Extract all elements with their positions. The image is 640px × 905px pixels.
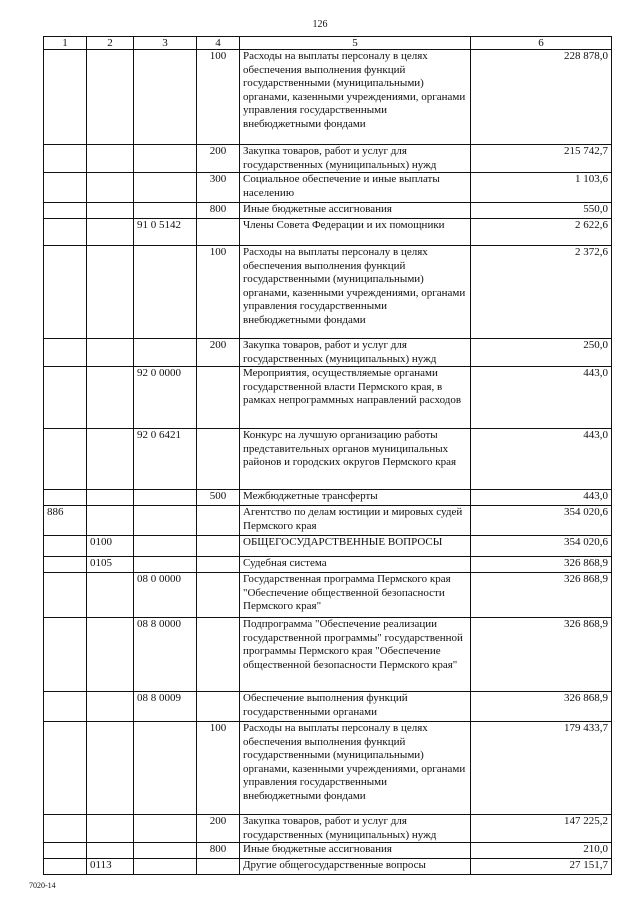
cell-admin-code: 886 [44,506,87,536]
cell-expense-type: 200 [197,339,240,367]
cell-admin-code [44,145,87,173]
cell-amount: 443,0 [471,367,612,429]
cell-target-article: 92 0 0000 [134,367,197,429]
cell-amount: 326 868,9 [471,692,612,722]
cell-target-article [134,173,197,203]
cell-description: Закупка товаров, работ и услуг для государственных (муниципальных) нужд [240,145,471,173]
cell-section-code [87,367,134,429]
cell-description: Расходы на выплаты персоналу в целях обеспечения выполнения функций государственными (муниципальными) органами, казенными учреждениями, органами управления государственными внебюджетными фондами [240,722,471,815]
cell-amount: 228 878,0 [471,50,612,145]
table-row [44,843,612,859]
cell-target-article [134,557,197,573]
cell-section-code [87,618,134,692]
cell-section-code: 0100 [87,536,134,557]
cell-admin-code [44,50,87,145]
cell-target-article: 91 0 5142 [134,219,197,246]
cell-section-code [87,722,134,815]
cell-expense-type [197,429,240,490]
cell-target-article [134,203,197,219]
cell-target-article [134,246,197,339]
cell-target-article [134,843,197,859]
cell-target-article [134,490,197,506]
table-row [44,50,612,145]
cell-target-article: 08 8 0000 [134,618,197,692]
cell-description: Судебная система [240,557,471,573]
cell-admin-code [44,173,87,203]
cell-amount: 443,0 [471,429,612,490]
cell-amount: 2 372,6 [471,246,612,339]
cell-target-article: 08 8 0009 [134,692,197,722]
cell-expense-type: 200 [197,815,240,843]
cell-admin-code [44,618,87,692]
cell-expense-type: 500 [197,490,240,506]
cell-target-article: 08 0 0000 [134,573,197,618]
cell-section-code [87,692,134,722]
cell-expense-type: 300 [197,173,240,203]
cell-description: Расходы на выплаты персоналу в целях обеспечения выполнения функций государственными (муниципальными) органами, казенными учреждениями, органами управления государственными внебюджетными фондами [240,246,471,339]
cell-amount: 215 742,7 [471,145,612,173]
table-row [44,145,612,173]
cell-amount: 354 020,6 [471,506,612,536]
cell-expense-type [197,692,240,722]
cell-section-code [87,219,134,246]
cell-section-code [87,429,134,490]
column-header: 3 [134,37,197,50]
table-row [44,173,612,203]
cell-section-code [87,506,134,536]
cell-amount: 550,0 [471,203,612,219]
cell-amount: 147 225,2 [471,815,612,843]
page-number: 126 [312,19,328,30]
table-row [44,339,612,367]
cell-expense-type [197,859,240,875]
cell-section-code [87,490,134,506]
cell-expense-type [197,618,240,692]
cell-target-article [134,50,197,145]
cell-admin-code [44,219,87,246]
cell-amount: 326 868,9 [471,573,612,618]
cell-description: Межбюджетные трансферты [240,490,471,506]
cell-section-code [87,573,134,618]
cell-description: Иные бюджетные ассигнования [240,843,471,859]
cell-admin-code [44,815,87,843]
cell-target-article [134,722,197,815]
cell-amount: 250,0 [471,339,612,367]
cell-expense-type [197,219,240,246]
cell-description: Закупка товаров, работ и услуг для государственных (муниципальных) нужд [240,339,471,367]
cell-description: Социальное обеспечение и иные выплаты населению [240,173,471,203]
cell-description: Мероприятия, осуществляемые органами государственной власти Пермского края, в рамках непрограммных направлений расходов [240,367,471,429]
table-row [44,506,612,536]
cell-admin-code [44,722,87,815]
cell-expense-type: 200 [197,145,240,173]
cell-amount: 27 151,7 [471,859,612,875]
cell-expense-type: 800 [197,203,240,219]
table-row [44,573,612,618]
column-header: 4 [197,37,240,50]
cell-target-article [134,339,197,367]
cell-amount: 1 103,6 [471,173,612,203]
cell-expense-type [197,367,240,429]
cell-admin-code [44,557,87,573]
cell-expense-type [197,536,240,557]
cell-section-code [87,246,134,339]
table-row [44,859,612,875]
cell-section-code [87,145,134,173]
cell-description: Конкурс на лучшую организацию работы представительных органов муниципальных районов и городских округов Пермского края [240,429,471,490]
cell-admin-code [44,246,87,339]
cell-amount: 354 020,6 [471,536,612,557]
table-header-row [44,37,612,50]
cell-amount: 2 622,6 [471,219,612,246]
cell-description: Закупка товаров, работ и услуг для государственных (муниципальных) нужд [240,815,471,843]
cell-section-code [87,843,134,859]
cell-expense-type: 800 [197,843,240,859]
cell-target-article [134,145,197,173]
table-row [44,367,612,429]
cell-description: Иные бюджетные ассигнования [240,203,471,219]
table-row [44,557,612,573]
table-row [44,490,612,506]
cell-amount: 210,0 [471,843,612,859]
table-row [44,815,612,843]
cell-target-article: 92 0 6421 [134,429,197,490]
cell-description: Государственная программа Пермского края "Обеспечение общественной безопасности Пермского края" [240,573,471,618]
cell-amount: 179 433,7 [471,722,612,815]
cell-admin-code [44,429,87,490]
column-header: 6 [471,37,612,50]
table-row [44,203,612,219]
table-row [44,246,612,339]
cell-section-code [87,203,134,219]
cell-expense-type: 100 [197,246,240,339]
table-row [44,429,612,490]
table-row [44,722,612,815]
cell-target-article [134,815,197,843]
cell-target-article [134,506,197,536]
table-row [44,618,612,692]
cell-description: Члены Совета Федерации и их помощники [240,219,471,246]
cell-target-article [134,859,197,875]
cell-expense-type [197,557,240,573]
cell-description: Обеспечение выполнения функций государственными органами [240,692,471,722]
cell-description: Агентство по делам юстиции и мировых судей Пермского края [240,506,471,536]
cell-admin-code [44,490,87,506]
cell-section-code [87,339,134,367]
cell-expense-type [197,506,240,536]
cell-admin-code [44,843,87,859]
cell-section-code: 0105 [87,557,134,573]
table-body [44,50,612,875]
cell-section-code [87,173,134,203]
cell-amount: 326 868,9 [471,557,612,573]
cell-admin-code [44,692,87,722]
cell-description: Подпрограмма "Обеспечение реализации государственной программы" государственной программы Пермского края "Обеспечение общественной безопасности Пермского края" [240,618,471,692]
budget-table [43,36,612,875]
cell-admin-code [44,203,87,219]
cell-description: Другие общегосударственные вопросы [240,859,471,875]
cell-expense-type: 100 [197,50,240,145]
cell-amount: 326 868,9 [471,618,612,692]
cell-description: ОБЩЕГОСУДАРСТВЕННЫЕ ВОПРОСЫ [240,536,471,557]
cell-expense-type [197,573,240,618]
cell-section-code [87,50,134,145]
cell-amount: 443,0 [471,490,612,506]
cell-admin-code [44,573,87,618]
column-header: 5 [240,37,471,50]
cell-target-article [134,536,197,557]
footer-code: 7020-14 [29,881,56,890]
cell-expense-type: 100 [197,722,240,815]
cell-admin-code [44,536,87,557]
table-row [44,536,612,557]
cell-section-code: 0113 [87,859,134,875]
cell-admin-code [44,339,87,367]
column-header: 2 [87,37,134,50]
cell-description: Расходы на выплаты персоналу в целях обеспечения выполнения функций государственными (муниципальными) органами, казенными учреждениями, органами управления государственными внебюджетными фондами [240,50,471,145]
cell-admin-code [44,859,87,875]
column-header: 1 [44,37,87,50]
cell-section-code [87,815,134,843]
cell-admin-code [44,367,87,429]
table-row [44,219,612,246]
table-row [44,692,612,722]
